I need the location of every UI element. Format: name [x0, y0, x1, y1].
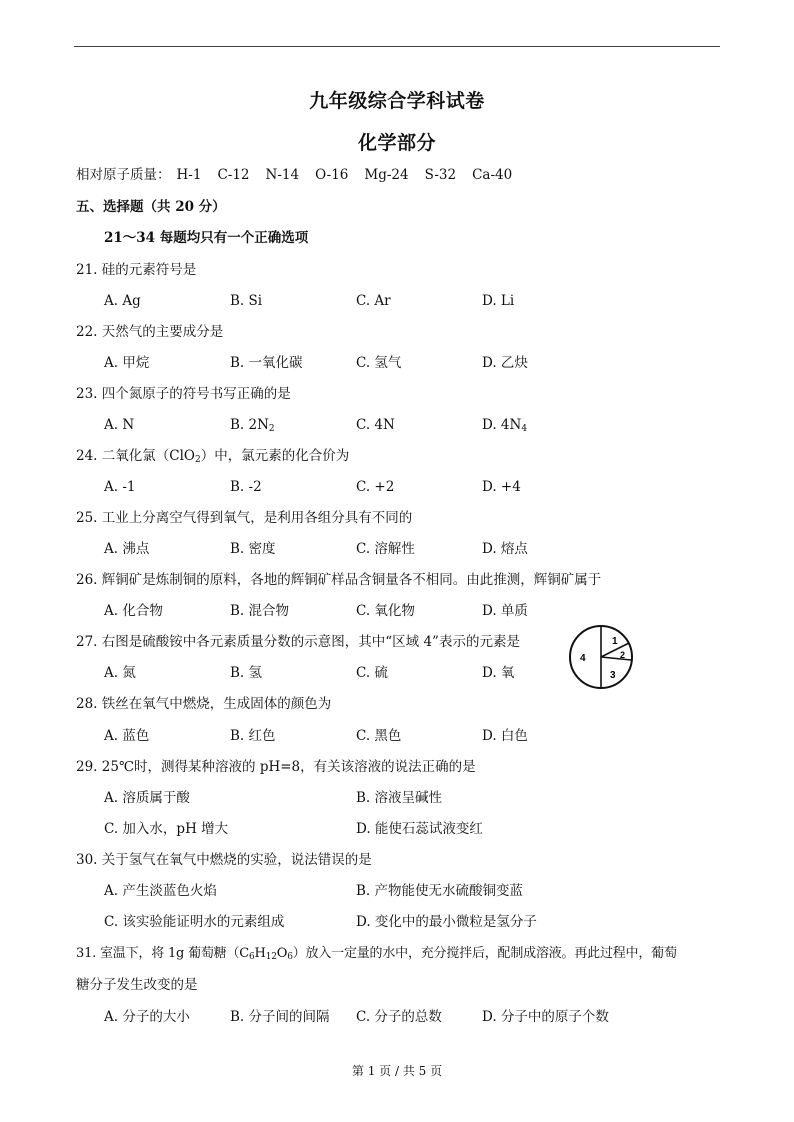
question-text: 24. 二氧化氯（ClO	[76, 448, 195, 464]
option-b: B. 一氧化碳	[230, 355, 303, 371]
option-a: A. 沸点	[104, 541, 150, 557]
question-25: 25. 工业上分离空气得到氧气，是利用各组分具有不同的	[76, 510, 413, 526]
question-28: 28. 铁丝在氧气中燃烧，生成固体的颜色为	[76, 696, 332, 712]
formula-part: H	[254, 946, 266, 961]
option-a: A. Ag	[104, 293, 141, 309]
page-footer: 第 1 页 / 共 5 页	[351, 1064, 443, 1078]
option-c: C. 加入水，pH 增大	[104, 821, 229, 837]
option-d	[482, 416, 527, 434]
atomic-mass-item: S-32	[424, 167, 457, 183]
option-a: A. 化合物	[104, 603, 163, 619]
option-b: B. -2	[230, 479, 262, 495]
option-a: A. 溶质属于酸	[104, 790, 190, 806]
question-text: ）放入一定量的水中，充分搅拌后，配制成溶液。再此过程中，葡萄	[292, 946, 677, 961]
pie-region-label: 1	[612, 636, 618, 647]
question-24	[76, 447, 349, 465]
option-a: A. 甲烷	[104, 355, 150, 371]
formula-subscript: 2	[194, 455, 201, 465]
question-26: 26. 辉铜矿是炼制铜的原料，各地的辉铜矿样品含铜量各不相同。由此推测，辉铜矿属于	[76, 572, 602, 588]
atomic-mass-item: N-14	[265, 167, 300, 183]
option-b: B. 混合物	[230, 603, 290, 619]
section-instruction: 21～34 每题均只有一个正确选项	[104, 230, 309, 246]
option-c: C. 黑色	[356, 728, 402, 744]
question-30: 30. 关于氢气在氧气中燃烧的实验，说法错误的是	[76, 852, 372, 868]
formula-subscript: 6	[287, 952, 293, 962]
option-c: C. +2	[356, 479, 395, 495]
atomic-mass-item: O-16	[315, 167, 349, 183]
option-a: A. 分子的大小	[104, 1009, 190, 1025]
atomic-mass-item: H-1	[176, 167, 202, 183]
option-c: C. 硫	[356, 665, 388, 681]
question-31	[76, 945, 677, 963]
option-a: A. 蓝色	[104, 728, 150, 744]
option-a	[104, 416, 134, 434]
option-d: D. 熔点	[482, 541, 528, 557]
option-b: B. 产物能使无水硫酸铜变蓝	[356, 883, 524, 899]
option-d: D. +4	[482, 479, 521, 495]
option-d: D. Li	[482, 293, 515, 309]
question-21: 21. 硅的元素符号是	[76, 262, 197, 278]
option-b: B. 溶液呈碱性	[356, 790, 443, 806]
option-c: C. Ar	[356, 293, 391, 309]
option-text: C. 4N	[356, 417, 395, 433]
question-29: 29. 25℃时，测得某种溶液的 pH=8，有关该溶液的说法正确的是	[76, 759, 476, 775]
option-c: C. 溶解性	[356, 541, 415, 557]
question-31-continuation: 糖分子发生改变的是	[76, 977, 198, 993]
question-text: 31. 室温下，将 1g 葡萄糖（C	[76, 946, 250, 961]
question-22: 22. 天然气的主要成分是	[76, 324, 224, 340]
option-text: D. 4N	[482, 417, 522, 433]
atomic-mass-item: Mg-24	[364, 167, 409, 183]
atomic-mass-item: C-12	[217, 167, 250, 183]
option-d: D. 氧	[482, 665, 515, 681]
option-d: D. 能使石蕊试液变红	[356, 821, 483, 837]
option-b: B. 氢	[230, 665, 263, 681]
question-23: 23. 四个氮原子的符号书写正确的是	[76, 386, 291, 402]
formula-subscript: 6	[249, 952, 255, 962]
option-c: C. 分子的总数	[356, 1009, 442, 1025]
option-d: D. 变化中的最小微粒是氢分子	[356, 914, 537, 930]
option-d: D. 单质	[482, 603, 528, 619]
option-b: B. Si	[230, 293, 263, 309]
option-d: D. 分子中的原子个数	[482, 1009, 609, 1025]
pie-region-label: 2	[620, 650, 626, 660]
question-text: ）中，氯元素的化合价为	[200, 448, 350, 464]
atomic-mass-label: 相对原子质量：	[76, 167, 171, 183]
option-b	[230, 416, 275, 434]
option-subscript: 2	[268, 424, 275, 434]
pie-region-label: 3	[610, 670, 616, 681]
pie-region-label: 4	[580, 653, 586, 664]
option-c: C. 该实验能证明水的元素组成	[104, 914, 285, 930]
option-a: A. 产生淡蓝色火焰	[104, 883, 217, 899]
question-27: 27. 右图是硫酸铵中各元素质量分数的示意图，其中“区域 4”表示的元素是	[76, 634, 520, 650]
exam-subtitle: 化学部分	[357, 132, 436, 154]
formula-part: O	[276, 946, 288, 961]
option-text: B. 2N	[230, 417, 269, 433]
option-b: B. 红色	[230, 728, 276, 744]
exam-title: 九年级综合学科试卷	[309, 90, 485, 112]
option-a: A. 氮	[104, 665, 136, 681]
section-heading: 五、选择题（共 20 分）	[76, 199, 226, 215]
top-rule	[74, 46, 720, 47]
option-a: A. -1	[104, 479, 136, 495]
option-d: D. 白色	[482, 728, 528, 744]
option-c	[356, 416, 395, 434]
option-text: A. N	[104, 417, 135, 433]
option-subscript: 4	[521, 424, 528, 434]
option-c: C. 氧化物	[356, 603, 415, 619]
option-b: B. 密度	[230, 541, 276, 557]
atomic-mass-line	[76, 166, 528, 184]
option-d: D. 乙炔	[482, 355, 528, 371]
formula-subscript: 12	[265, 952, 277, 962]
option-b: B. 分子间的间隔	[230, 1009, 330, 1025]
mass-fraction-pie-diagram	[566, 622, 636, 692]
atomic-mass-item: Ca-40	[472, 167, 513, 183]
option-c: C. 氢气	[356, 355, 402, 371]
